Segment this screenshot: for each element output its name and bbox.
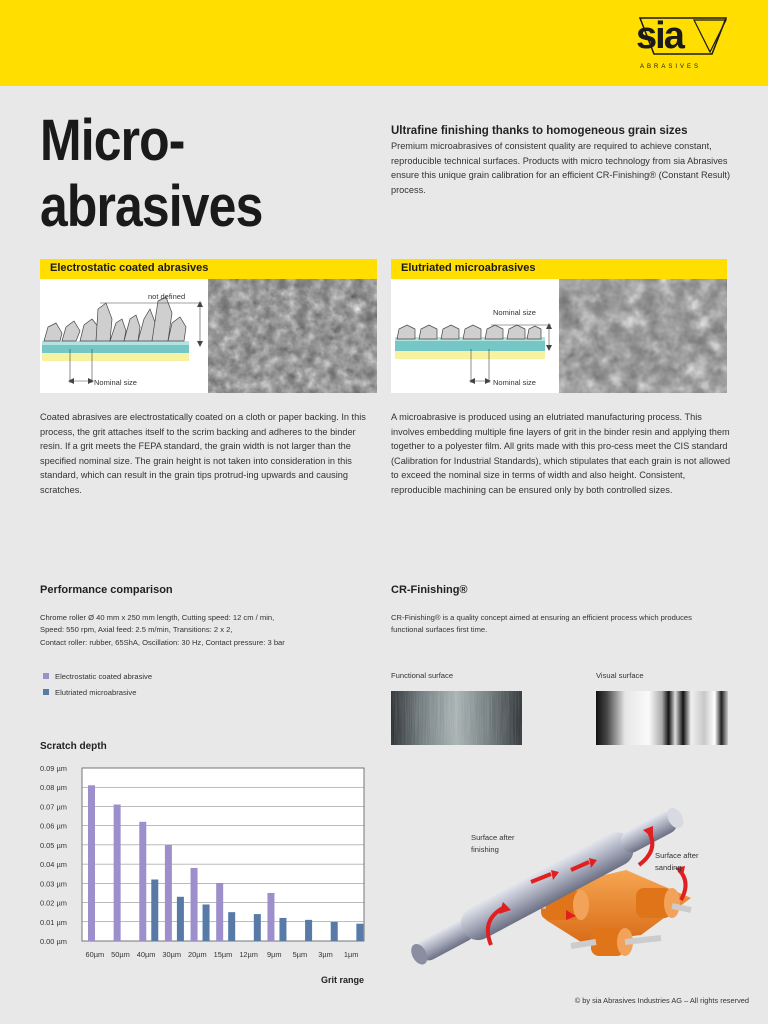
x-tick-label: 40µm (136, 950, 156, 959)
y-tick-label: 0.08 µm (40, 783, 67, 793)
legend-item-electrostatic (43, 668, 152, 684)
bar-elutriated (356, 924, 363, 941)
y-tick-label: 0.09 µm (40, 764, 67, 773)
x-tick-label: 20µm (188, 950, 207, 959)
bar-elutriated (151, 879, 158, 941)
y-tick-label: 0.06 µm (40, 821, 67, 831)
performance-conditions-line-2: Speed: 550 rpm, Axial feed: 2.5 m/min, Transitions: 2 x 2, (40, 625, 233, 635)
cr-finishing-text (391, 612, 736, 637)
legend-swatch-electrostatic (43, 673, 49, 679)
finishing-machine-drawing (391, 770, 736, 985)
x-tick-label: 9µm (267, 950, 282, 959)
visual-surface-label: Visual surface (596, 671, 644, 680)
right-nominal-size-label-bottom: Nominal size (493, 378, 536, 387)
right-section-text: A microabrasive is produced using an elutriated manufacturing process. This involves embedding multiple fine layers of grit in the binder resin and applying them together to a polyester film. All grits made with this pro-cess meet the CIS standard (Calibration for Industrial Standards), which stipulates that each grain is not allowed to exceed the nominal size in terms of width and also height. Consistent, reproducible machining can be ensured only by both controlled sizes. (391, 412, 731, 495)
elutriated-micrograph (559, 279, 727, 393)
after-sanding-label-2: sanding (655, 863, 682, 872)
y-tick-label: 0.04 µm (40, 860, 67, 870)
bar-electrostatic (216, 883, 223, 941)
cr-finishing-text-line-1: CR-Finishing® is a quality concept aimed at ensuring an efficient process which produces (391, 613, 692, 622)
y-tick-label: 0.02 µm (40, 898, 67, 908)
chart-legend (43, 668, 152, 700)
bar-elutriated (203, 904, 210, 941)
right-nominal-size-label-top: Nominal size (493, 308, 536, 317)
x-tick-label: 12µm (239, 950, 258, 959)
bar-electrostatic (191, 868, 198, 941)
x-tick-label: 5µm (292, 950, 308, 959)
legend-item-elutriated (43, 684, 152, 700)
left-nominal-size-label: Nominal size (94, 378, 137, 387)
scratch-depth-chart-svg (38, 760, 368, 990)
bar-electrostatic (88, 785, 95, 941)
copyright-notice: © by sia Abrasives Industries AG – All rights reserved (574, 996, 749, 1005)
x-tick-label: 3µm (318, 950, 333, 959)
cr-finishing-title: CR-Finishing® (391, 584, 468, 596)
bar-elutriated (177, 897, 184, 941)
electrostatic-grain-diagram (40, 279, 208, 393)
left-section-text: Coated abrasives are electrostatically coated on a cloth or paper backing. In this process, the grit attaches itself to the scrim backing and adheres to the binder resin. If a grit meets the FEPA standard, the grain width is not larger than the specified nominal size. The grain height is not taken into consideration in this standard, which can result in the grain tips protrud-ing upwards and causing scratches. (40, 412, 366, 495)
sia-logo-mark (634, 12, 730, 72)
right-diagram (391, 279, 559, 393)
intro-body: Premium microabrasives of consistent quality are required to achieve constant, reproducible technical surfaces. Products with micro technology from sia Abrasives ensure this unique grain calibration for an efficient CR-Finishing® (Constant Result) process. (391, 141, 731, 195)
page-title-line-2: abrasives (40, 174, 263, 239)
x-tick-label: 50µm (111, 950, 130, 959)
not-defined-label: not defined (148, 292, 186, 301)
sia-logo (634, 12, 730, 72)
x-axis-title: Grit range (320, 975, 364, 985)
bar-electrostatic (165, 845, 172, 941)
bar-elutriated (279, 918, 286, 941)
bar-electrostatic (139, 822, 146, 941)
x-tick-label: 15µm (213, 950, 233, 959)
x-tick-label: 30µm (162, 950, 182, 959)
elutriated-grain-diagram (391, 279, 559, 393)
page-title-line-1: Micro- (40, 108, 185, 173)
bar-elutriated (254, 914, 261, 941)
functional-surface-label: Functional surface (391, 671, 454, 680)
x-tick-label: 60µm (85, 950, 105, 959)
intro-block (391, 125, 731, 197)
scratch-depth-chart (38, 760, 368, 990)
logo-wordmark: sia (636, 15, 683, 57)
bar-elutriated (305, 920, 312, 941)
after-sanding-label-1: Surface after (655, 851, 699, 860)
bar-elutriated (228, 912, 235, 941)
after-finishing-label-2: finishing (471, 845, 499, 854)
bar-elutriated (331, 922, 338, 941)
right-section-band: Elutriated microabrasives (391, 259, 727, 279)
y-tick-label: 0.05 µm (40, 840, 67, 850)
performance-conditions-line-3: Contact roller: rubber, 65ShA, Oscillation: 30 Hz, Contact pressure: 3 bar (40, 637, 285, 647)
legend-swatch-elutriated (43, 689, 49, 695)
electrostatic-micrograph (208, 279, 377, 393)
y-tick-label: 0.07 µm (40, 802, 67, 812)
cr-finishing-illustration (391, 770, 736, 985)
y-tick-label: 0.00 µm (40, 937, 67, 946)
y-tick-label: 0.03 µm (40, 879, 67, 889)
left-section-band: Electrostatic coated abrasives (40, 259, 377, 279)
performance-title: Performance comparison (40, 584, 173, 596)
performance-conditions-line-1: Chrome roller Ø 40 mm x 250 mm length, Cutting speed: 12 cm / min, (40, 613, 275, 622)
x-tick-label: 1µm (343, 950, 359, 959)
page-title (40, 108, 262, 240)
visual-surface-image (596, 691, 728, 745)
intro-heading: Ultrafine finishing thanks to homogeneous grain sizes (391, 125, 688, 137)
chart-title: Scratch depth (40, 741, 107, 752)
left-diagram (40, 279, 208, 393)
after-finishing-label-1: Surface after (471, 833, 515, 842)
bar-electrostatic (114, 805, 121, 941)
bar-electrostatic (267, 893, 274, 941)
functional-surface-image (391, 691, 522, 745)
legend-label-electrostatic: Electrostatic coated abrasive (55, 671, 153, 681)
cr-finishing-text-line-2: functional surfaces first time. (391, 625, 488, 635)
logo-tagline: ABRASIVES (640, 64, 702, 70)
legend-label-elutriated: Elutriated microabrasive (55, 687, 137, 697)
y-tick-label: 0.01 µm (40, 917, 67, 927)
performance-conditions (40, 612, 380, 649)
